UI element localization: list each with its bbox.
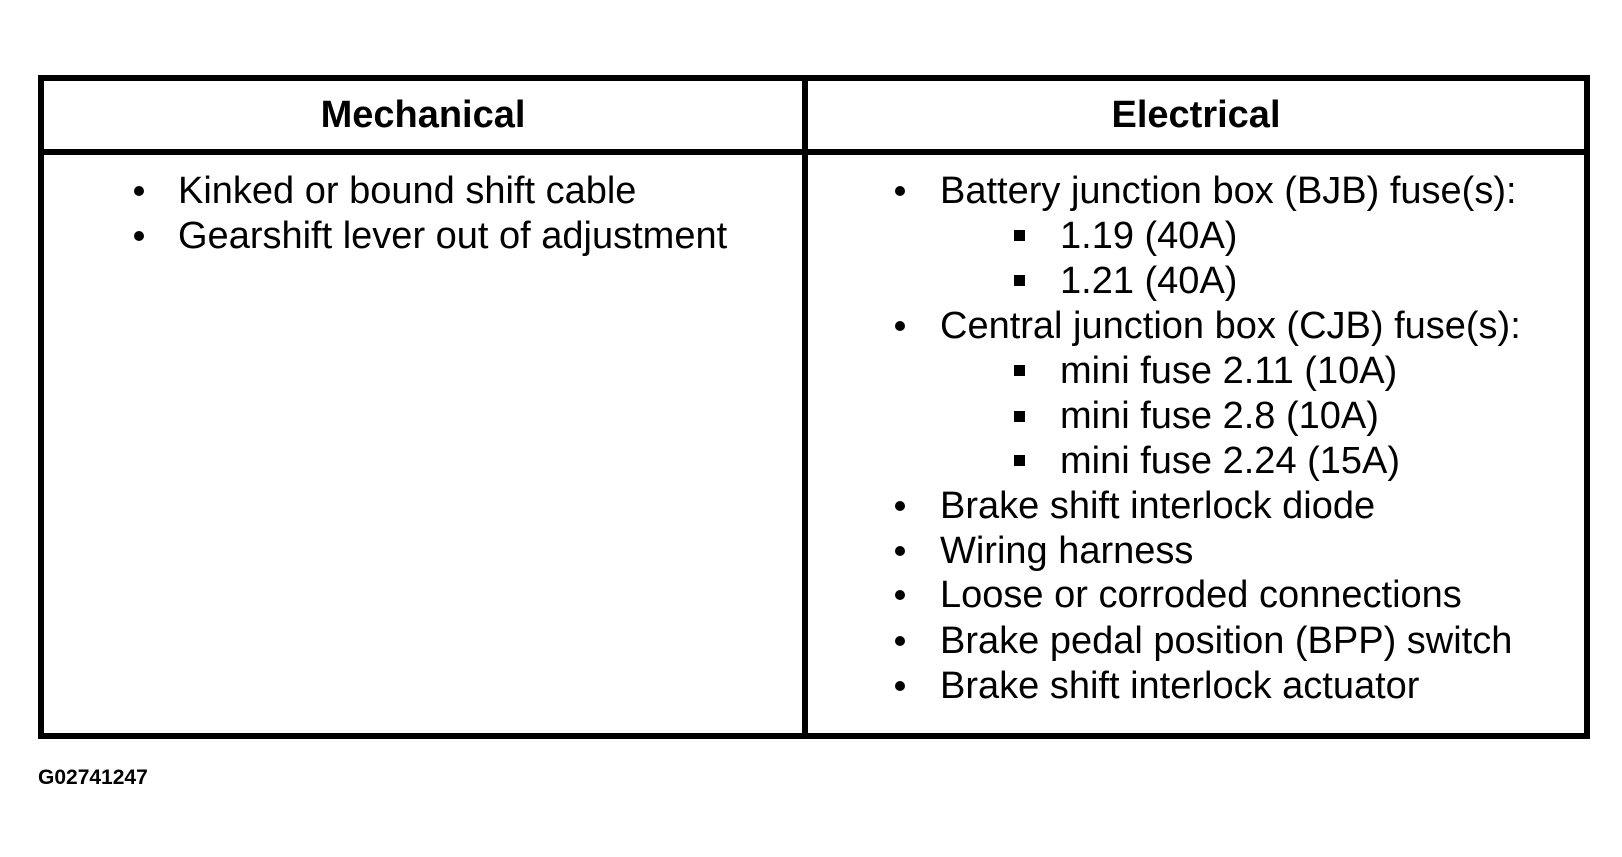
electrical-sub-item: mini fuse 2.8 (10A)	[1060, 395, 1379, 437]
symptom-table	[38, 75, 1590, 739]
bullet-icon	[895, 546, 905, 556]
electrical-item: Brake shift interlock diode	[940, 485, 1376, 527]
square-bullet-icon	[1014, 411, 1025, 422]
square-bullet-icon	[1014, 230, 1025, 241]
column-divider	[802, 81, 808, 733]
bullet-icon	[134, 231, 144, 241]
header-mechanical: Mechanical	[320, 93, 526, 136]
figure-id: G02741247	[38, 766, 148, 789]
square-bullet-icon	[1014, 455, 1025, 466]
bullet-icon	[895, 321, 905, 331]
bullet-icon	[134, 186, 144, 196]
electrical-item: Battery junction box (BJB) fuse(s):	[940, 170, 1517, 212]
electrical-sub-item: 1.21 (40A)	[1060, 260, 1238, 302]
bullet-icon	[895, 590, 905, 600]
bullet-icon	[895, 501, 905, 511]
header-electrical: Electrical	[1111, 93, 1281, 136]
bullet-icon	[895, 681, 905, 691]
electrical-sub-item: mini fuse 2.24 (15A)	[1060, 440, 1401, 482]
electrical-item: Loose or corroded connections	[940, 574, 1462, 616]
square-bullet-icon	[1014, 275, 1025, 286]
electrical-item: Wiring harness	[940, 530, 1194, 572]
mechanical-item: Gearshift lever out of adjustment	[178, 215, 728, 257]
electrical-item: Central junction box (CJB) fuse(s):	[940, 305, 1521, 347]
bullet-icon	[895, 186, 905, 196]
electrical-sub-item: 1.19 (40A)	[1060, 215, 1238, 257]
electrical-item: Brake pedal position (BPP) switch	[940, 620, 1513, 662]
electrical-sub-item: mini fuse 2.11 (10A)	[1060, 350, 1398, 392]
bullet-icon	[895, 636, 905, 646]
electrical-item: Brake shift interlock actuator	[940, 665, 1420, 707]
square-bullet-icon	[1014, 365, 1025, 376]
mechanical-item: Kinked or bound shift cable	[178, 170, 637, 212]
header-divider	[44, 149, 1584, 155]
